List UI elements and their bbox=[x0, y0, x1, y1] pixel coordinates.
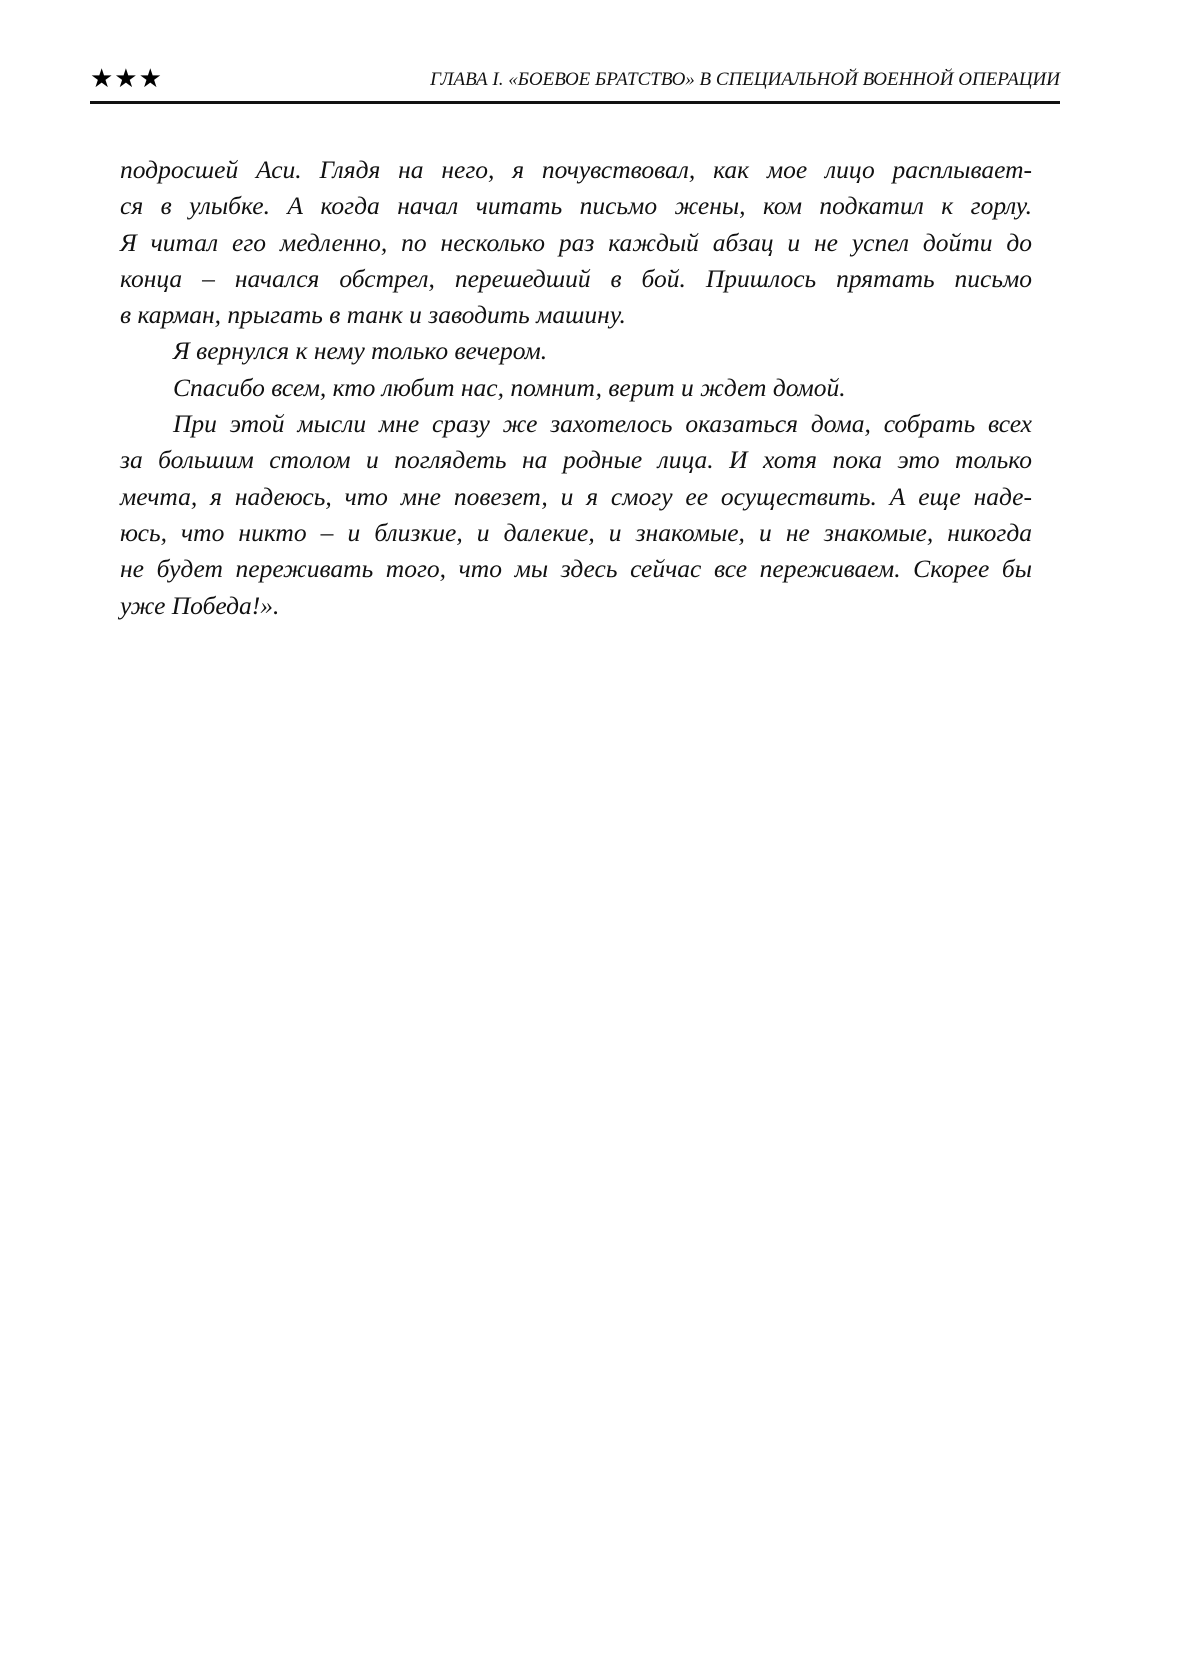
stars-ornament-icon: ★★★ bbox=[90, 64, 163, 94]
text-line: Я вернулся к нему только вечером. bbox=[173, 336, 548, 366]
text-line: Спасибо всем, кто любит нас, помнит, верит и ждет домой. bbox=[173, 372, 846, 402]
header-divider bbox=[90, 101, 1060, 104]
text-line: мечта, я надеюсь, что мне повезет, и я смогу ее осуществить. А еще наде- bbox=[120, 481, 1032, 511]
text-line: уже Победа!». bbox=[120, 590, 280, 620]
text-line: не будет переживать того, что мы здесь сейчас все переживаем. Скорее бы bbox=[120, 554, 1032, 584]
text-line: подросшей Аси. Глядя на него, я почувствовал, как мое лицо расплывает- bbox=[120, 155, 1032, 184]
text-line: за большим столом и поглядеть на родные лица. И хотя пока это только bbox=[120, 445, 1032, 475]
page-header bbox=[90, 64, 1060, 98]
text-line: Я читал его медленно, по несколько раз каждый абзац и не успел дойти до bbox=[120, 227, 1032, 257]
body-text bbox=[120, 152, 1032, 624]
paragraph bbox=[120, 333, 1032, 369]
text-line: конца – начался обстрел, перешедший в бой. Пришлось прятать письмо bbox=[120, 263, 1032, 293]
paragraph bbox=[120, 370, 1032, 406]
text-line: юсь, что никто – и близкие, и далекие, и знакомые, и не знакомые, никогда bbox=[120, 517, 1032, 547]
running-title: ГЛАВА I. «БОЕВОЕ БРАТСТВО» В СПЕЦИАЛЬНОЙ ВОЕННОЙ ОПЕРАЦИИ bbox=[430, 69, 1060, 90]
text-line: ся в улыбке. А когда начал читать письмо жены, ком подкатил к горлу. bbox=[120, 191, 1032, 221]
paragraph bbox=[120, 406, 1032, 624]
paragraph bbox=[120, 152, 1032, 333]
text-line: в карман, прыгать в танк и заводить машину. bbox=[120, 300, 626, 330]
text-line: При этой мысли мне сразу же захотелось оказаться дома, собрать всех bbox=[173, 409, 1032, 439]
